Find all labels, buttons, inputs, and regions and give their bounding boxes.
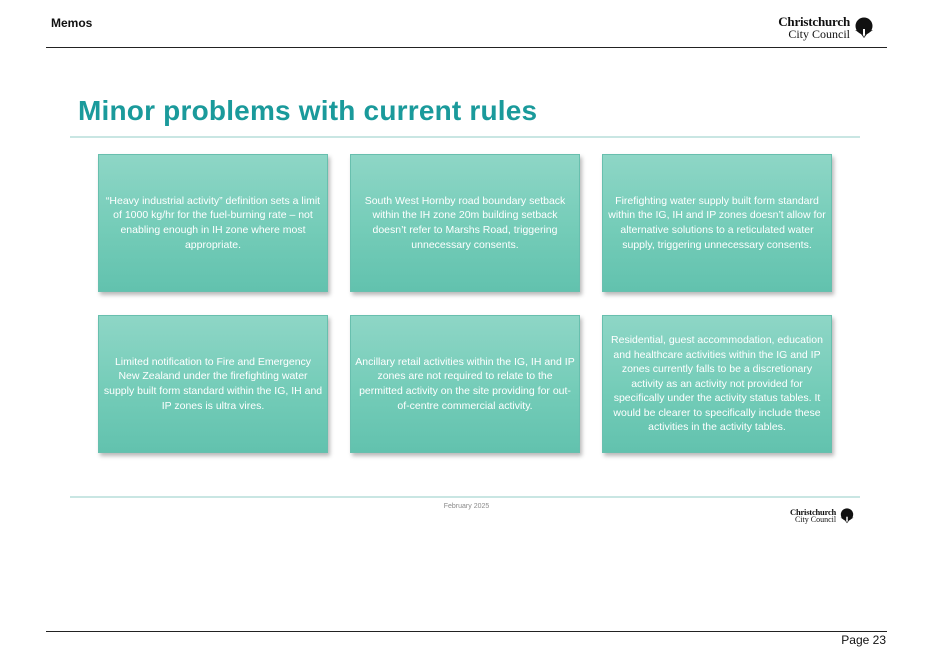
footer-logo-line-2: City Council	[794, 515, 837, 524]
problem-card-text: Ancillary retail activities within the IG, IH and IP zones are not required to relate to the permitted activity on the site providing for out-of-centre commercial activity.	[355, 355, 575, 412]
logo-line-2: City Council	[788, 27, 850, 41]
header-divider	[46, 47, 887, 48]
problem-card-text: Residential, guest accommodation, education and healthcare activities within the IG and IP zones currently falls to be a discretionary activity as an activity not provided for specifically under the activity status tables. It would be clearer to specifically include these activities in the activity tables.	[611, 333, 823, 434]
problem-card	[350, 315, 580, 453]
bottom-divider	[46, 631, 887, 632]
section-label: Memos	[51, 16, 93, 30]
council-logo	[778, 16, 875, 40]
council-emblem-icon	[853, 17, 875, 39]
title-divider	[70, 136, 860, 138]
footer-date: February 2025	[443, 503, 490, 510]
problem-card-text: Firefighting water supply built form standard within the IG, IH and IP zones doesn’t allow for alternative solutions to a reticulated water supply, triggering unnecessary consents.	[608, 194, 826, 251]
problem-card	[350, 154, 580, 292]
problem-card	[98, 154, 328, 292]
problem-card	[602, 154, 832, 292]
problem-card	[602, 315, 832, 453]
footer-council-logo	[790, 508, 855, 524]
problem-card-text: Limited notification to Fire and Emergency New Zealand under the firefighting water supply built form standard within the IG, IH and IP zones is ultra vires.	[103, 355, 323, 412]
slide-title: Minor problems with current rules	[78, 95, 538, 126]
problem-card	[98, 315, 328, 453]
logo-line-1: Christchurch	[778, 14, 850, 29]
footer-divider	[70, 496, 860, 498]
page-number: Page 23	[841, 633, 886, 647]
problem-card-text: South West Hornby road boundary setback within the IH zone 20m building setback doesn’t refer to Marshs Road, triggering unnecessary consents.	[364, 194, 566, 251]
problem-card-text: “Heavy industrial activity” definition sets a limit of 1000 kg/hr for the fuel-burning rate – not enabling enough in IH zone where most appropriate.	[105, 194, 321, 251]
footer-council-emblem-icon	[839, 508, 855, 524]
footer-logo-line-1: Christchurch	[790, 507, 837, 517]
